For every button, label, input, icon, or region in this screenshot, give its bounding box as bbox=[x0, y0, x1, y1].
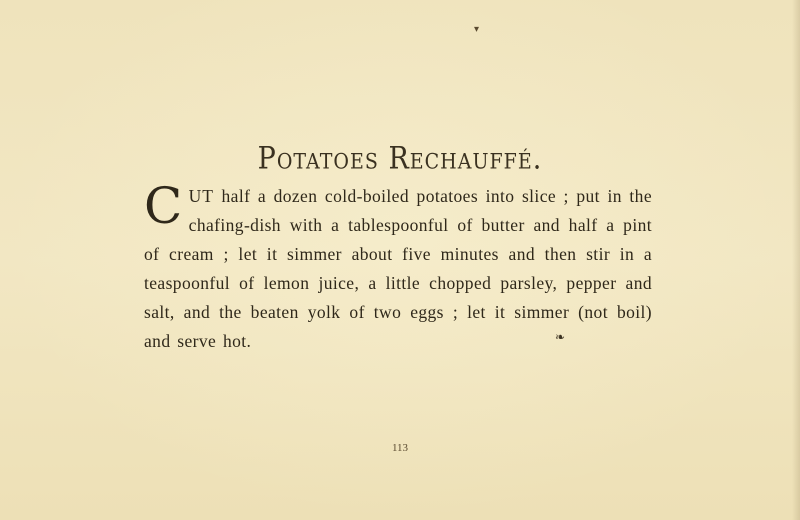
page-number: 113 bbox=[391, 442, 409, 454]
drop-cap: C bbox=[144, 177, 183, 235]
recipe-title: Potatoes Rechauffé. bbox=[257, 140, 543, 177]
recipe-text: half a dozen cold-boiled potatoes into slice ; put in the chafing-dish with a tablespoonful of butter and half a pint of cream ; let it simmer about five minutes and then stir in a teaspoonful of lemon juice, a little chopped parsley, pepper and salt, and the beaten yolk of two eggs ; let it simmer (not boil) and serve hot. bbox=[144, 186, 652, 351]
page-edge-shadow bbox=[792, 0, 800, 520]
lead-caps: UT bbox=[188, 186, 214, 206]
recipe-body bbox=[144, 177, 652, 356]
top-ornament: ▾ bbox=[474, 24, 480, 35]
end-ornament: ❧ bbox=[555, 330, 566, 344]
